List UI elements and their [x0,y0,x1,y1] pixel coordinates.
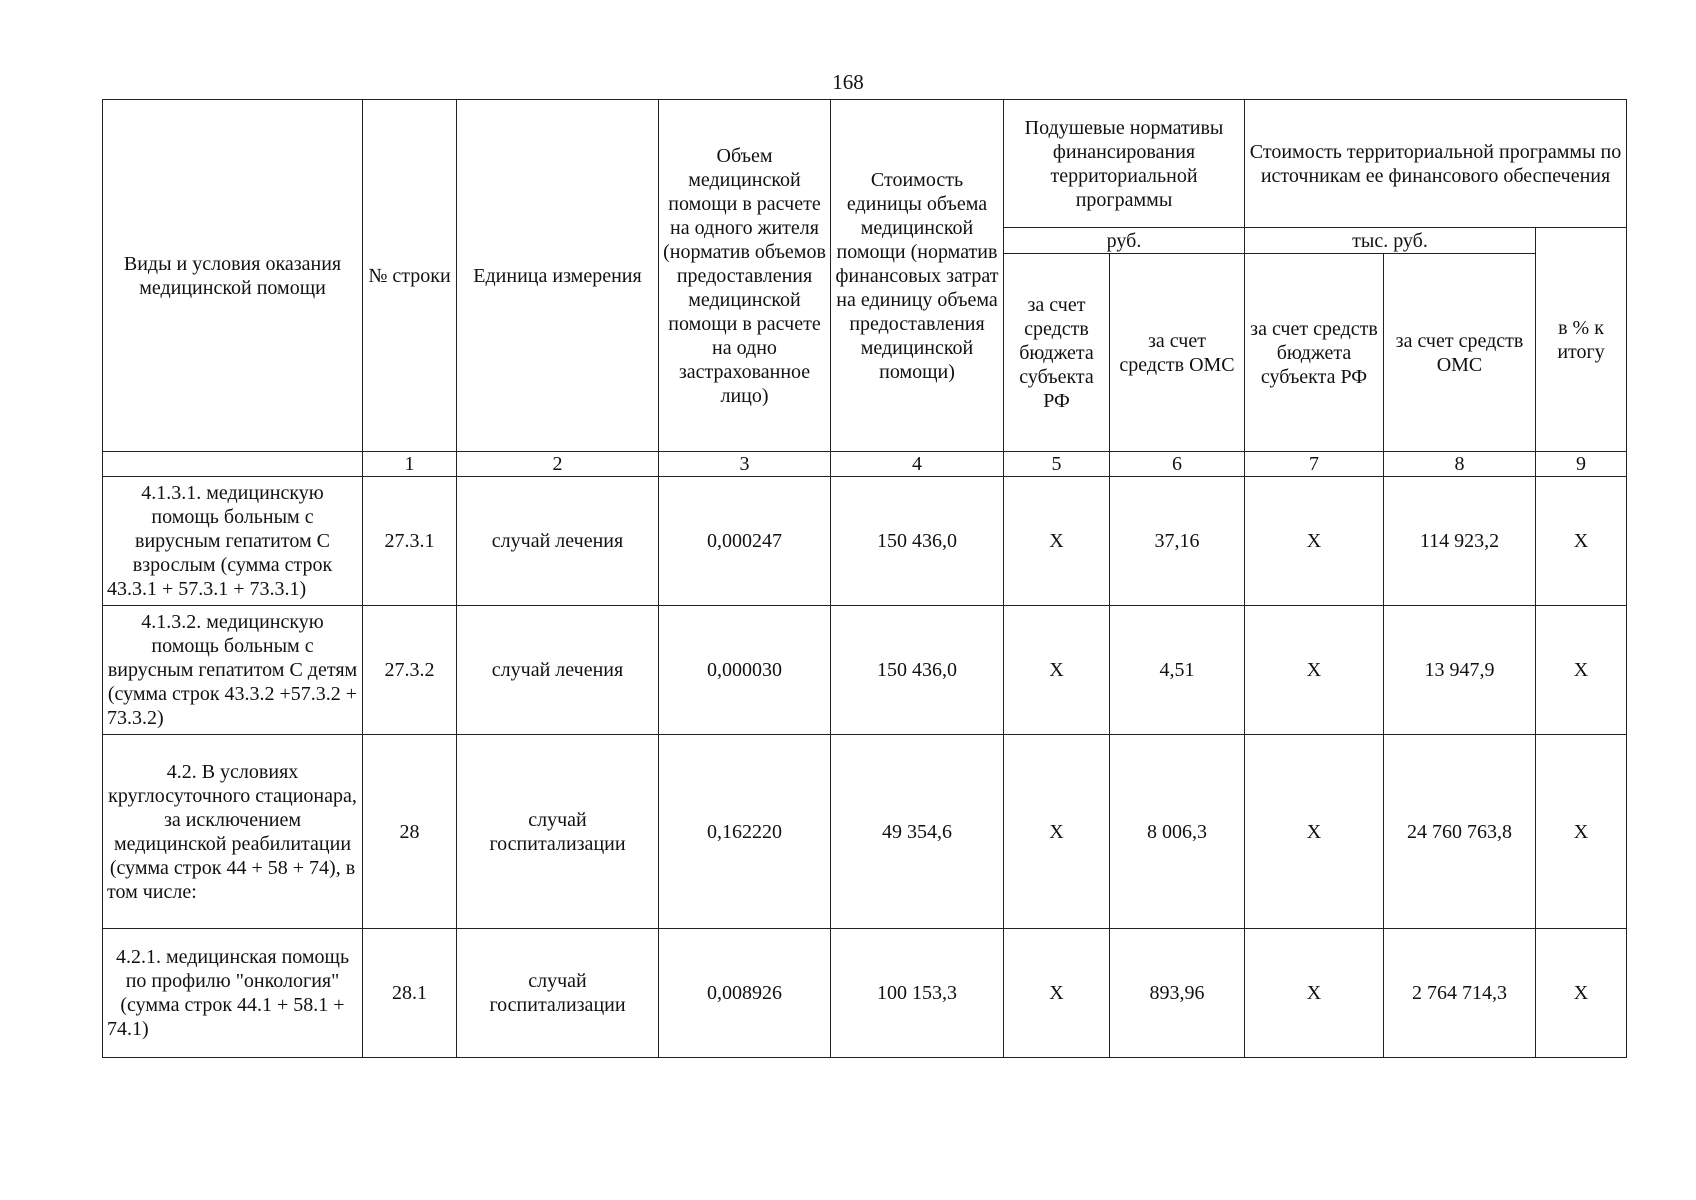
header-types-of-care: Виды и условия оказания медицинской помощи [103,100,363,452]
percent-value: Х [1536,606,1627,735]
table-row [103,477,1627,606]
header-unit-rub: руб. [1004,228,1245,254]
total-oms-value: 114 923,2 [1384,477,1536,606]
row-number: 28.1 [363,929,457,1058]
column-number: 4 [831,452,1004,477]
total-oms-value: 24 760 763,8 [1384,735,1536,929]
unit-of-measure: случай лечения [457,477,659,606]
header-total-budget: за счет средств бюджета субъекта РФ [1245,254,1384,452]
volume-value: 0,000030 [659,606,831,735]
total-budget-value: Х [1245,606,1384,735]
unit-of-measure: случай госпитализации [457,929,659,1058]
per-capita-oms-value: 37,16 [1110,477,1245,606]
page-number: 168 [832,70,864,94]
header-unit-thousand-rub: тыс. руб. [1245,228,1536,254]
header-row-number: № строки [363,100,457,452]
column-number: 2 [457,452,659,477]
unit-of-measure: случай госпитализации [457,735,659,929]
table-row [103,606,1627,735]
column-number: 3 [659,452,831,477]
per-capita-oms-value: 893,96 [1110,929,1245,1058]
unit-cost-value: 100 153,3 [831,929,1004,1058]
financing-table [102,99,1627,1058]
volume-value: 0,008926 [659,929,831,1058]
percent-value: Х [1536,477,1627,606]
total-budget-value: Х [1245,477,1384,606]
unit-cost-value: 150 436,0 [831,477,1004,606]
percent-value: Х [1536,929,1627,1058]
volume-value: 0,000247 [659,477,831,606]
unit-cost-value: 49 354,6 [831,735,1004,929]
header-volume: Объем медицинской помощи в расчете на одного жителя (норматив объемов предоставления медицинской помощи в расчете на одно застрахованное лицо) [659,100,831,452]
row-number: 27.3.2 [363,606,457,735]
header-unit: Единица измерения [457,100,659,452]
care-type-name: 4.2. В условиях круглосуточного стационара, за исключением медицинской реабилитации (сумма строк 44 + 58 + 74), в том числе: [103,735,363,929]
column-number: 8 [1384,452,1536,477]
column-number: 7 [1245,452,1384,477]
unit-cost-value: 150 436,0 [831,606,1004,735]
total-budget-value: Х [1245,929,1384,1058]
per-capita-budget-value: Х [1004,929,1110,1058]
column-number: 1 [363,452,457,477]
per-capita-budget-value: Х [1004,606,1110,735]
header-per-capita-budget: за счет средств бюджета субъекта РФ [1004,254,1110,452]
header-percent-of-total: в % к итогу [1536,228,1627,452]
unit-of-measure: случай лечения [457,606,659,735]
row-number: 28 [363,735,457,929]
total-oms-value: 13 947,9 [1384,606,1536,735]
total-oms-value: 2 764 714,3 [1384,929,1536,1058]
column-number: 9 [1536,452,1627,477]
volume-value: 0,162220 [659,735,831,929]
header-total-oms: за счет средств ОМС [1384,254,1536,452]
header-cost-per-unit: Стоимость единицы объема медицинской помощи (норматив финансовых затрат на единицу объема предоставления медицинской помощи) [831,100,1004,452]
percent-value: Х [1536,735,1627,929]
column-number: 6 [1110,452,1245,477]
care-type-name: 4.2.1. медицинская помощь по профилю "онкология" (сумма строк 44.1 + 58.1 + 74.1) [103,929,363,1058]
care-type-name: 4.1.3.1. медицинскую помощь больным с вирусным гепатитом С взрослым (сумма строк 43.3.1 + 57.3.1 + 73.3.1) [103,477,363,606]
care-type-name: 4.1.3.2. медицинскую помощь больным с вирусным гепатитом С детям (сумма строк 43.3.2 +57.3.2 + 73.3.2) [103,606,363,735]
column-number-row [103,452,1627,477]
header-per-capita-oms: за счет средств ОМС [1110,254,1245,452]
total-budget-value: Х [1245,735,1384,929]
per-capita-budget-value: Х [1004,477,1110,606]
per-capita-oms-value: 4,51 [1110,606,1245,735]
per-capita-oms-value: 8 006,3 [1110,735,1245,929]
column-number: 5 [1004,452,1110,477]
table-row [103,929,1627,1058]
column-number [103,452,363,477]
row-number: 27.3.1 [363,477,457,606]
table-row [103,735,1627,929]
per-capita-budget-value: Х [1004,735,1110,929]
header-program-cost-group: Стоимость территориальной программы по источникам ее финансового обеспечения [1245,100,1627,228]
header-per-capita-group: Подушевые нормативы финансирования территориальной программы [1004,100,1245,228]
